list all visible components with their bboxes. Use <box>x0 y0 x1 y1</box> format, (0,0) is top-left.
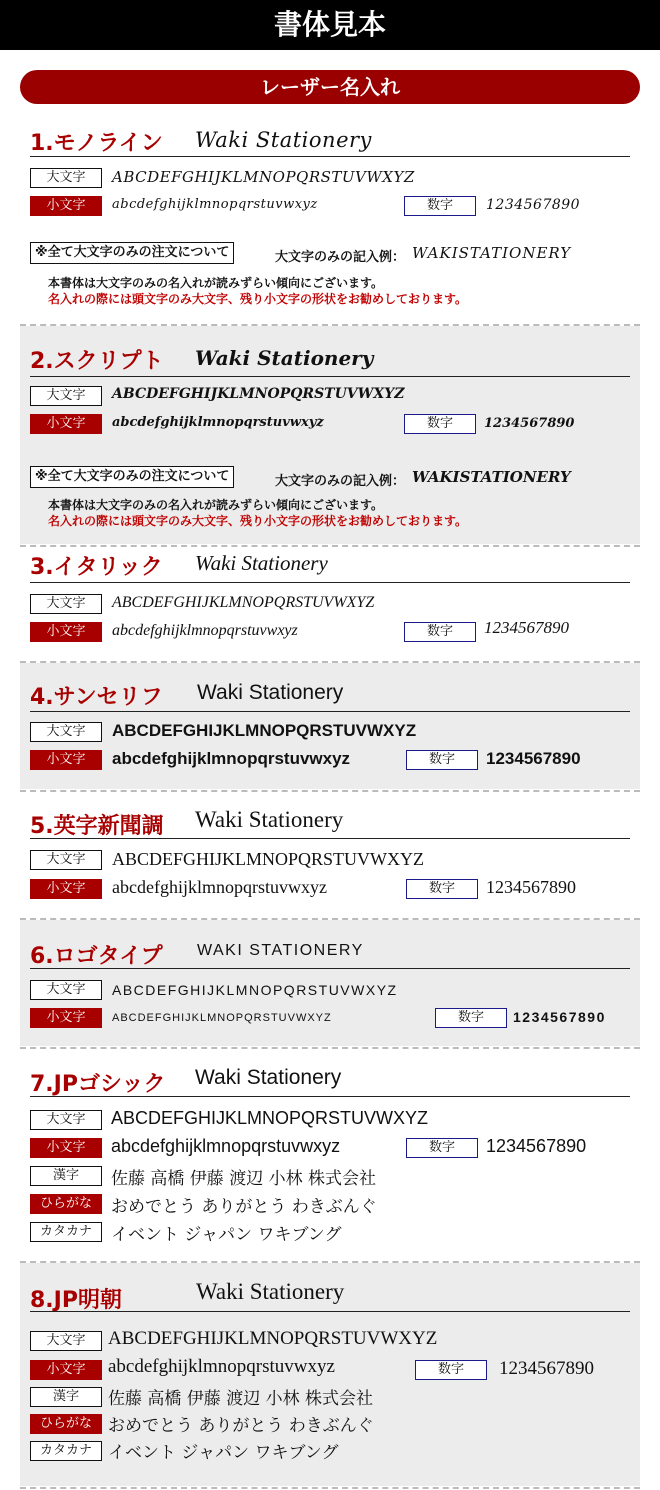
uppercase-example-value: WAKISTATIONERY <box>412 244 572 262</box>
uppercase-sample: ABCDEFGHIJKLMNOPQRSTUVWXYZ <box>111 1108 429 1128</box>
font-sample-title: Waki Stationery <box>197 681 344 704</box>
digits-label: 数字 <box>404 196 476 216</box>
section-sans-serif <box>20 663 640 789</box>
page-title: 書体見本 <box>0 0 660 50</box>
font-sample-title: Waki Stationery <box>195 807 344 832</box>
kanji-sample: 佐藤 高橋 伊藤 渡辺 小林 株式会社 <box>108 1389 374 1409</box>
lowercase-sample: abcdefghijklmnopqrstuvwxyz <box>108 1356 335 1377</box>
digits-label: 数字 <box>406 879 478 899</box>
digits-label: 数字 <box>406 1138 478 1158</box>
section-script <box>20 326 640 544</box>
laser-engraving-banner: レーザー名入れ <box>20 70 640 104</box>
digits-sample: 1234567890 <box>513 1009 606 1025</box>
digits-sample: 1234567890 <box>484 618 569 637</box>
katakana-label: カタカナ <box>30 1222 102 1242</box>
lowercase-sample: abcdefghijklmnopqrstuvwxyz <box>112 877 327 897</box>
section-divider-line <box>30 838 630 839</box>
section-title: 5.英字新聞調 <box>30 814 164 839</box>
digits-label: 数字 <box>415 1360 487 1380</box>
section-divider-line <box>30 1096 630 1097</box>
uppercase-label: 大文字 <box>30 168 102 188</box>
uppercase-example-label: 大文字のみの記入例： <box>275 250 406 265</box>
digits-sample: 1234567890 <box>486 1136 587 1156</box>
font-sample-title: WAKI STATIONERY <box>197 942 364 959</box>
hiragana-sample: おめでとう ありがとう わきぶんぐ <box>108 1416 374 1436</box>
uppercase-notice-box: ※全て大文字のみの注文について <box>30 242 234 264</box>
lowercase-label: 小文字 <box>30 1360 102 1380</box>
section-newspaper-serif <box>20 792 640 917</box>
lowercase-label: 小文字 <box>30 1138 102 1158</box>
notice-recommendation-text: 名入れの際には頭文字のみ大文字、残り小文字の形状をお勧めしております。 <box>48 292 468 306</box>
uppercase-label: 大文字 <box>30 1331 102 1351</box>
section-divider-line <box>30 1311 630 1312</box>
section-title: 7.JPゴシック <box>30 1072 166 1097</box>
uppercase-sample: ABCDEFGHIJKLMNOPQRSTUVWXYZ <box>112 594 375 611</box>
uppercase-sample: ABCDEFGHIJKLMNOPQRSTUVWXYZ <box>108 1328 438 1349</box>
uppercase-sample: ABCDEFGHIJKLMNOPQRSTUVWXYZ <box>112 849 425 869</box>
section-divider-line <box>30 376 630 377</box>
section-logotype <box>20 920 640 1046</box>
section-separator <box>20 1487 640 1489</box>
section-title: 2.スクリプト <box>30 349 164 374</box>
uppercase-label: 大文字 <box>30 386 102 406</box>
section-jp-gothic <box>20 1049 640 1260</box>
lowercase-label: 小文字 <box>30 414 102 434</box>
section-title: 1.モノライン <box>30 131 163 156</box>
lowercase-label: 小文字 <box>30 1008 102 1028</box>
digits-sample: 1234567890 <box>486 877 576 897</box>
font-sample-title: Waki Stationery <box>195 1066 342 1089</box>
digits-label: 数字 <box>404 414 476 434</box>
section-divider-line <box>30 156 630 157</box>
section-divider-line <box>30 711 630 712</box>
uppercase-example-value: WAKISTATIONERY <box>412 468 571 486</box>
section-divider-line <box>30 968 630 969</box>
lowercase-sample: abcdefghijklmnopqrstuvwxyz <box>112 197 318 212</box>
hiragana-label: ひらがな <box>30 1194 102 1214</box>
font-sample-title: Waki Stationery <box>195 128 372 152</box>
uppercase-label: 大文字 <box>30 594 102 614</box>
notice-text: 本書体は大文字のみの名入れが読みずらい傾向にございます。 <box>48 276 384 290</box>
lowercase-label: 小文字 <box>30 622 102 642</box>
uppercase-sample: ABCDEFGHIJKLMNOPQRSTUVWXYZ <box>112 982 398 998</box>
uppercase-label: 大文字 <box>30 1110 102 1130</box>
uppercase-notice-box: ※全て大文字のみの注文について <box>30 466 234 488</box>
uppercase-sample: ABCDEFGHIJKLMNOPQRSTUVWXYZ <box>112 721 417 740</box>
section-title: 8.JP明朝 <box>30 1288 122 1313</box>
lowercase-sample: ABCDEFGHIJKLMNOPQRSTUVWXYZ <box>112 1012 332 1024</box>
section-title: 3.イタリック <box>30 555 163 580</box>
digits-sample: 1234567890 <box>486 749 581 768</box>
digits-label: 数字 <box>406 750 478 770</box>
section-title: 4.サンセリフ <box>30 685 163 710</box>
section-title: 6.ロゴタイプ <box>30 944 163 969</box>
digits-sample: 1234567890 <box>499 1358 594 1379</box>
kanji-sample: 佐藤 高橋 伊藤 渡辺 小林 株式会社 <box>111 1169 377 1189</box>
section-jp-mincho <box>20 1263 640 1486</box>
katakana-sample: イベント ジャパン ワキブング <box>111 1225 342 1245</box>
hiragana-label: ひらがな <box>30 1414 102 1434</box>
font-sample-title: Waki Stationery <box>196 1279 345 1304</box>
kanji-label: 漢字 <box>30 1387 102 1407</box>
notice-recommendation-text: 名入れの際には頭文字のみ大文字、残り小文字の形状をお勧めしております。 <box>48 514 468 528</box>
lowercase-label: 小文字 <box>30 750 102 770</box>
font-sample-title: Waki Stationery <box>195 551 328 575</box>
kanji-label: 漢字 <box>30 1166 102 1186</box>
lowercase-sample: abcdefghijklmnopqrstuvwxyz <box>112 622 298 639</box>
digits-label: 数字 <box>435 1008 507 1028</box>
uppercase-sample: ABCDEFGHIJKLMNOPQRSTUVWXYZ <box>112 168 415 186</box>
hiragana-sample: おめでとう ありがとう わきぶんぐ <box>111 1197 377 1217</box>
uppercase-label: 大文字 <box>30 980 102 1000</box>
uppercase-example-label: 大文字のみの記入例： <box>275 474 406 489</box>
section-monoline <box>20 118 640 323</box>
section-divider-line <box>30 582 630 583</box>
lowercase-sample: abcdefghijklmnopqrstuvwxyz <box>112 415 324 430</box>
uppercase-label: 大文字 <box>30 850 102 870</box>
font-sample-title: Waki Stationery <box>195 346 374 370</box>
digits-label: 数字 <box>404 622 476 642</box>
lowercase-sample: abcdefghijklmnopqrstuvwxyz <box>111 1136 341 1156</box>
katakana-sample: イベント ジャパン ワキブング <box>108 1443 339 1463</box>
section-italic <box>20 547 640 660</box>
lowercase-sample: abcdefghijklmnopqrstuvwxyz <box>112 749 351 768</box>
lowercase-label: 小文字 <box>30 879 102 899</box>
uppercase-label: 大文字 <box>30 722 102 742</box>
katakana-label: カタカナ <box>30 1441 102 1461</box>
digits-sample: 1234567890 <box>486 197 581 213</box>
uppercase-sample: ABCDEFGHIJKLMNOPQRSTUVWXYZ <box>112 386 405 402</box>
lowercase-label: 小文字 <box>30 196 102 216</box>
digits-sample: 1234567890 <box>484 416 575 431</box>
notice-text: 本書体は大文字のみの名入れが読みずらい傾向にございます。 <box>48 498 384 512</box>
